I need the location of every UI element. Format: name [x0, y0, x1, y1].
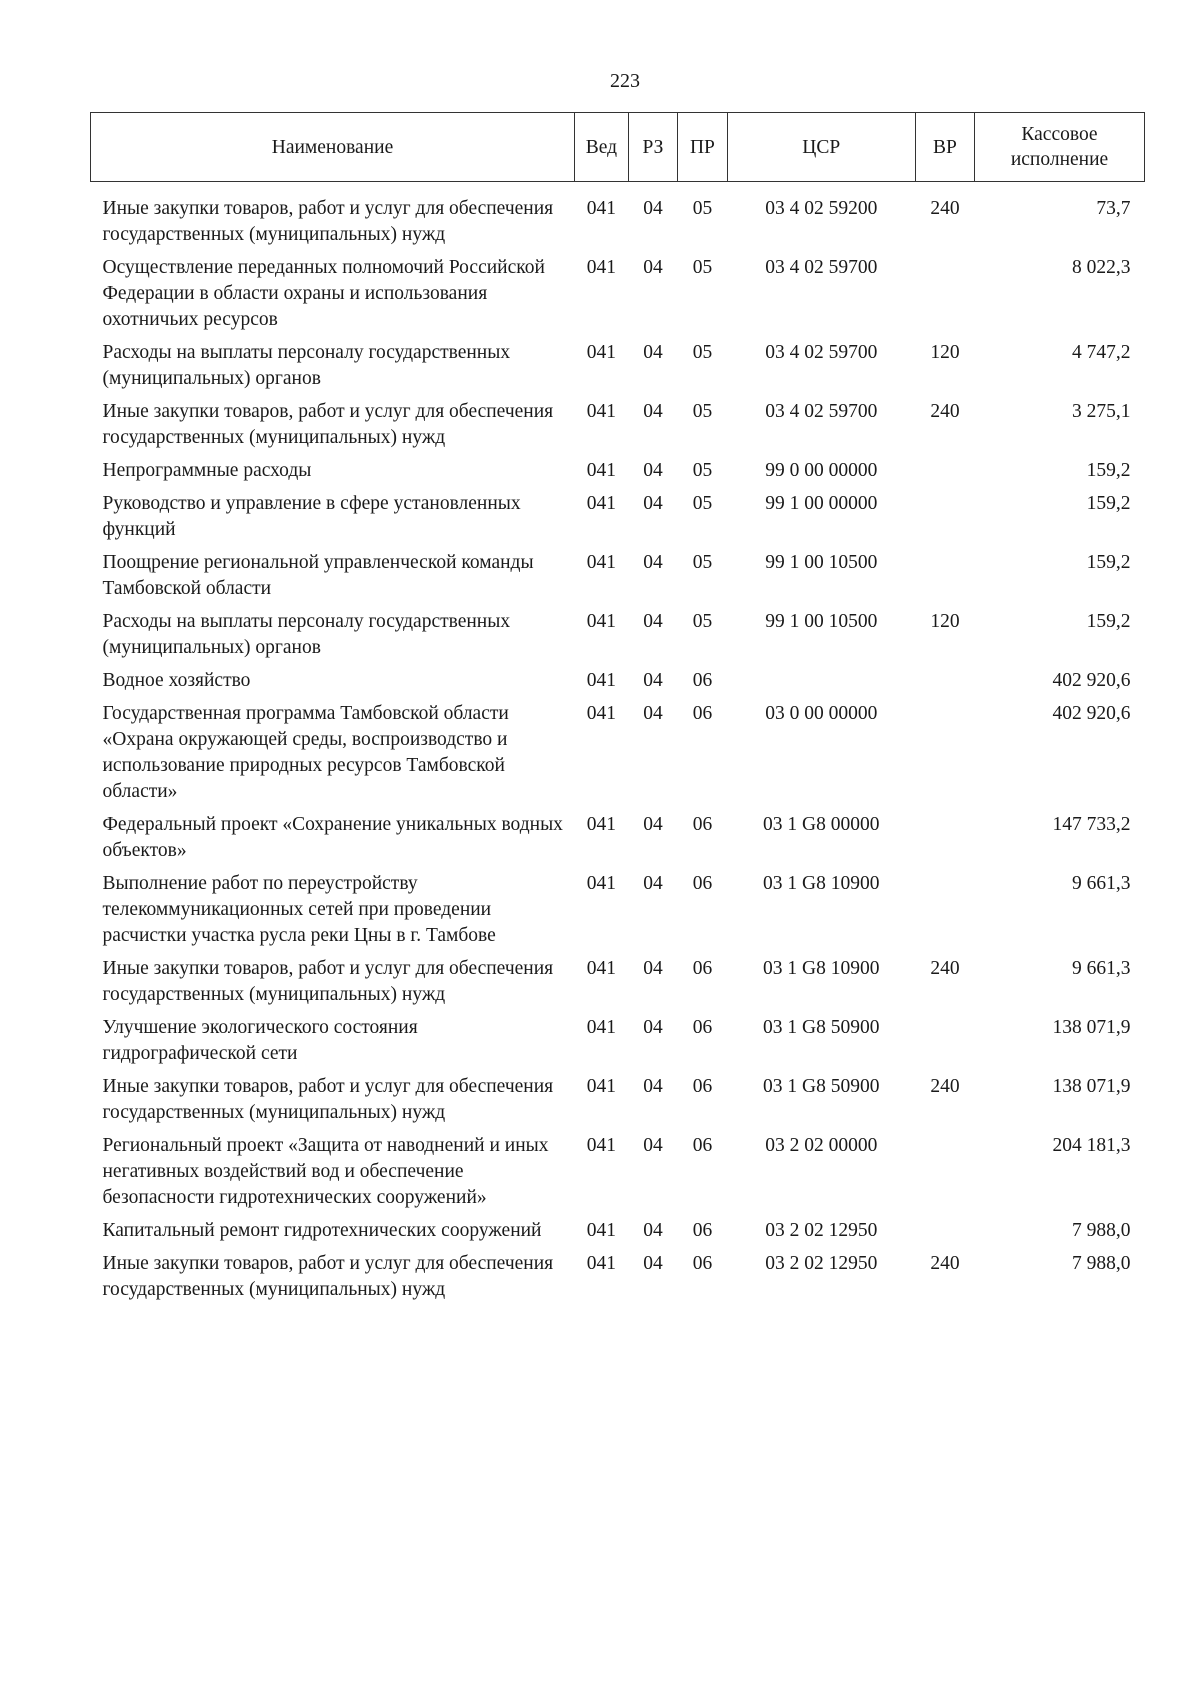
page-number: 223: [610, 70, 640, 92]
cell-vr: 240: [930, 1076, 960, 1097]
cell-name: Водное хозяйство: [102, 670, 251, 691]
cell-ved: 041: [586, 493, 616, 514]
cell-pr: 05: [692, 342, 713, 363]
cell-pr: 06: [692, 670, 713, 691]
cell-sum: 159,2: [1086, 611, 1131, 632]
table-row: [91, 956, 1145, 1015]
cell-ved: 041: [586, 342, 616, 363]
cell-rz: 04: [643, 611, 663, 632]
cell-sum: 402 920,6: [1052, 670, 1131, 691]
cell-ved: 041: [586, 257, 616, 278]
cell-name: Непрограммные расходы: [102, 460, 312, 481]
budget-table: [90, 112, 1145, 1310]
table-row: [91, 871, 1145, 956]
cell-rz: 04: [643, 552, 663, 573]
cell-name: Поощрение региональной управленческой команды Тамбовской области: [102, 552, 534, 599]
cell-vr: [915, 1218, 974, 1251]
cell-sum: 9 661,3: [1072, 873, 1131, 894]
cell-csr: 99 1 00 10500: [765, 611, 878, 632]
cell-sum: 204 181,3: [1052, 1135, 1131, 1156]
cell-vr: [915, 550, 974, 609]
cell-ved: 041: [586, 958, 616, 979]
cell-sum: 73,7: [1096, 198, 1131, 219]
cell-name: Федеральный проект «Сохранение уникальных водных объектов»: [102, 814, 563, 861]
cell-vr: [915, 668, 974, 701]
cell-vr: [915, 255, 974, 340]
table-row: [91, 182, 1145, 256]
cell-csr: 03 4 02 59700: [765, 257, 878, 278]
cell-sum: 9 661,3: [1072, 958, 1131, 979]
cell-vr: [915, 1133, 974, 1218]
cell-pr: 06: [692, 1253, 713, 1274]
cell-name: Региональный проект «Защита от наводнений и иных негативных воздействий вод и обеспечение безопасности гидротехнических сооружений»: [102, 1135, 549, 1208]
cell-rz: 04: [643, 460, 663, 481]
cell-name: Иные закупки товаров, работ и услуг для обеспечения государственных (муниципальных) нужд: [102, 1253, 554, 1300]
cell-ved: 041: [586, 1253, 616, 1274]
table-header-row: [91, 113, 1145, 182]
table-row: [91, 1218, 1145, 1251]
header-csr: ЦСР: [727, 113, 915, 182]
cell-vr: 240: [930, 958, 960, 979]
cell-pr: 06: [692, 703, 713, 724]
cell-csr: 03 0 00 00000: [765, 703, 878, 724]
table-row: [91, 399, 1145, 458]
cell-rz: 04: [643, 814, 663, 835]
cell-sum: 7 988,0: [1072, 1253, 1131, 1274]
cell-csr: 99 0 00 00000: [765, 460, 878, 481]
header-rz: РЗ: [628, 113, 677, 182]
cell-ved: 041: [586, 198, 616, 219]
cell-csr: 03 2 02 12950: [765, 1220, 878, 1241]
cell-sum: 138 071,9: [1052, 1017, 1131, 1038]
table-row: [91, 458, 1145, 491]
cell-rz: 04: [643, 1076, 663, 1097]
cell-csr: 99 1 00 00000: [765, 493, 878, 514]
cell-sum: 138 071,9: [1052, 1076, 1131, 1097]
table-row: [91, 255, 1145, 340]
table-row: [91, 812, 1145, 871]
cell-name: Иные закупки товаров, работ и услуг для обеспечения государственных (муниципальных) нужд: [102, 1076, 554, 1123]
cell-ved: 041: [586, 1220, 616, 1241]
cell-rz: 04: [643, 1253, 663, 1274]
cell-pr: 06: [692, 1220, 713, 1241]
cell-csr: 03 1 G8 10900: [763, 873, 880, 894]
table-row: [91, 1074, 1145, 1133]
table-body: [91, 182, 1145, 1311]
cell-name: Иные закупки товаров, работ и услуг для обеспечения государственных (муниципальных) нужд: [102, 958, 554, 1005]
cell-ved: 041: [586, 611, 616, 632]
cell-vr: [915, 812, 974, 871]
cell-pr: 05: [692, 401, 713, 422]
cell-sum: 7 988,0: [1072, 1220, 1131, 1241]
cell-ved: 041: [586, 873, 616, 894]
cell-sum: 402 920,6: [1052, 703, 1131, 724]
cell-rz: 04: [643, 703, 663, 724]
table-row: [91, 668, 1145, 701]
cell-sum: 159,2: [1086, 460, 1131, 481]
cell-name: Иные закупки товаров, работ и услуг для обеспечения государственных (муниципальных) нужд: [102, 198, 554, 245]
table-row: [91, 491, 1145, 550]
cell-csr: 03 1 G8 50900: [763, 1017, 880, 1038]
cell-pr: 06: [692, 1135, 713, 1156]
header-sum: Кассовое исполнение: [975, 113, 1145, 182]
cell-name: Выполнение работ по переустройству телекоммуникационных сетей при проведении расчистки участка русла реки Цны в г. Тамбове: [102, 873, 496, 946]
cell-csr: 03 4 02 59700: [765, 401, 878, 422]
table-row: [91, 1133, 1145, 1218]
table-row: [91, 701, 1145, 812]
cell-name: Государственная программа Тамбовской области «Охрана окружающей среды, воспроизводство и использование природных ресурсов Тамбовской области»: [102, 703, 509, 802]
cell-pr: 06: [692, 1076, 713, 1097]
header-name: Наименование: [91, 113, 575, 182]
cell-pr: 06: [692, 814, 713, 835]
cell-ved: 041: [586, 1076, 616, 1097]
cell-sum: 159,2: [1086, 493, 1131, 514]
cell-csr: 03 2 02 12950: [765, 1253, 878, 1274]
cell-csr: 03 4 02 59200: [765, 198, 878, 219]
cell-vr: [915, 1015, 974, 1074]
cell-vr: [915, 871, 974, 956]
cell-vr: 240: [930, 198, 960, 219]
cell-csr: 03 2 02 00000: [765, 1135, 878, 1156]
cell-name: Осуществление переданных полномочий Российской Федерации в области охраны и использования охотничьих ресурсов: [102, 257, 545, 330]
cell-name: Улучшение экологического состояния гидрографической сети: [102, 1017, 418, 1064]
cell-ved: 041: [586, 1135, 616, 1156]
table-row: [91, 1251, 1145, 1310]
cell-name: Капитальный ремонт гидротехнических сооружений: [102, 1220, 542, 1241]
cell-rz: 04: [643, 257, 663, 278]
cell-ved: 041: [586, 814, 616, 835]
header-pr: ПР: [678, 113, 727, 182]
cell-pr: 06: [692, 1017, 713, 1038]
cell-csr: 03 1 G8 00000: [763, 814, 880, 835]
cell-csr: 03 1 G8 50900: [763, 1076, 880, 1097]
cell-pr: 06: [692, 958, 713, 979]
cell-pr: 05: [692, 257, 713, 278]
cell-rz: 04: [643, 198, 663, 219]
header-vr: ВР: [915, 113, 974, 182]
cell-csr: 03 1 G8 10900: [763, 958, 880, 979]
cell-csr: 99 1 00 10500: [765, 552, 878, 573]
table-row: [91, 550, 1145, 609]
cell-name: Иные закупки товаров, работ и услуг для обеспечения государственных (муниципальных) нужд: [102, 401, 554, 448]
cell-pr: 05: [692, 493, 713, 514]
cell-ved: 041: [586, 703, 616, 724]
table-row: [91, 609, 1145, 668]
cell-vr: [915, 491, 974, 550]
cell-ved: 041: [586, 552, 616, 573]
cell-ved: 041: [586, 460, 616, 481]
cell-sum: 147 733,2: [1052, 814, 1131, 835]
cell-vr: [915, 701, 974, 812]
cell-rz: 04: [643, 1135, 663, 1156]
cell-rz: 04: [643, 1017, 663, 1038]
cell-pr: 06: [692, 873, 713, 894]
cell-vr: [915, 458, 974, 491]
cell-sum: 3 275,1: [1072, 401, 1131, 422]
table-row: [91, 1015, 1145, 1074]
cell-pr: 05: [692, 460, 713, 481]
header-ved: Вед: [574, 113, 628, 182]
cell-name: Расходы на выплаты персоналу государственных (муниципальных) органов: [102, 611, 511, 658]
cell-sum: 159,2: [1086, 552, 1131, 573]
cell-rz: 04: [643, 670, 663, 691]
cell-pr: 05: [692, 198, 713, 219]
cell-csr: [727, 668, 915, 701]
cell-ved: 041: [586, 401, 616, 422]
cell-rz: 04: [643, 958, 663, 979]
cell-rz: 04: [643, 1220, 663, 1241]
cell-rz: 04: [643, 401, 663, 422]
cell-vr: 240: [930, 401, 960, 422]
cell-vr: 120: [930, 611, 960, 632]
cell-ved: 041: [586, 670, 616, 691]
table-row: [91, 340, 1145, 399]
cell-vr: 240: [930, 1253, 960, 1274]
cell-name: Расходы на выплаты персоналу государственных (муниципальных) органов: [102, 342, 511, 389]
cell-sum: 8 022,3: [1072, 257, 1131, 278]
cell-rz: 04: [643, 873, 663, 894]
cell-pr: 05: [692, 611, 713, 632]
cell-rz: 04: [643, 493, 663, 514]
cell-vr: 120: [930, 342, 960, 363]
cell-sum: 4 747,2: [1072, 342, 1131, 363]
cell-rz: 04: [643, 342, 663, 363]
cell-pr: 05: [692, 552, 713, 573]
cell-name: Руководство и управление в сфере установленных функций: [102, 493, 521, 540]
cell-csr: 03 4 02 59700: [765, 342, 878, 363]
cell-ved: 041: [586, 1017, 616, 1038]
